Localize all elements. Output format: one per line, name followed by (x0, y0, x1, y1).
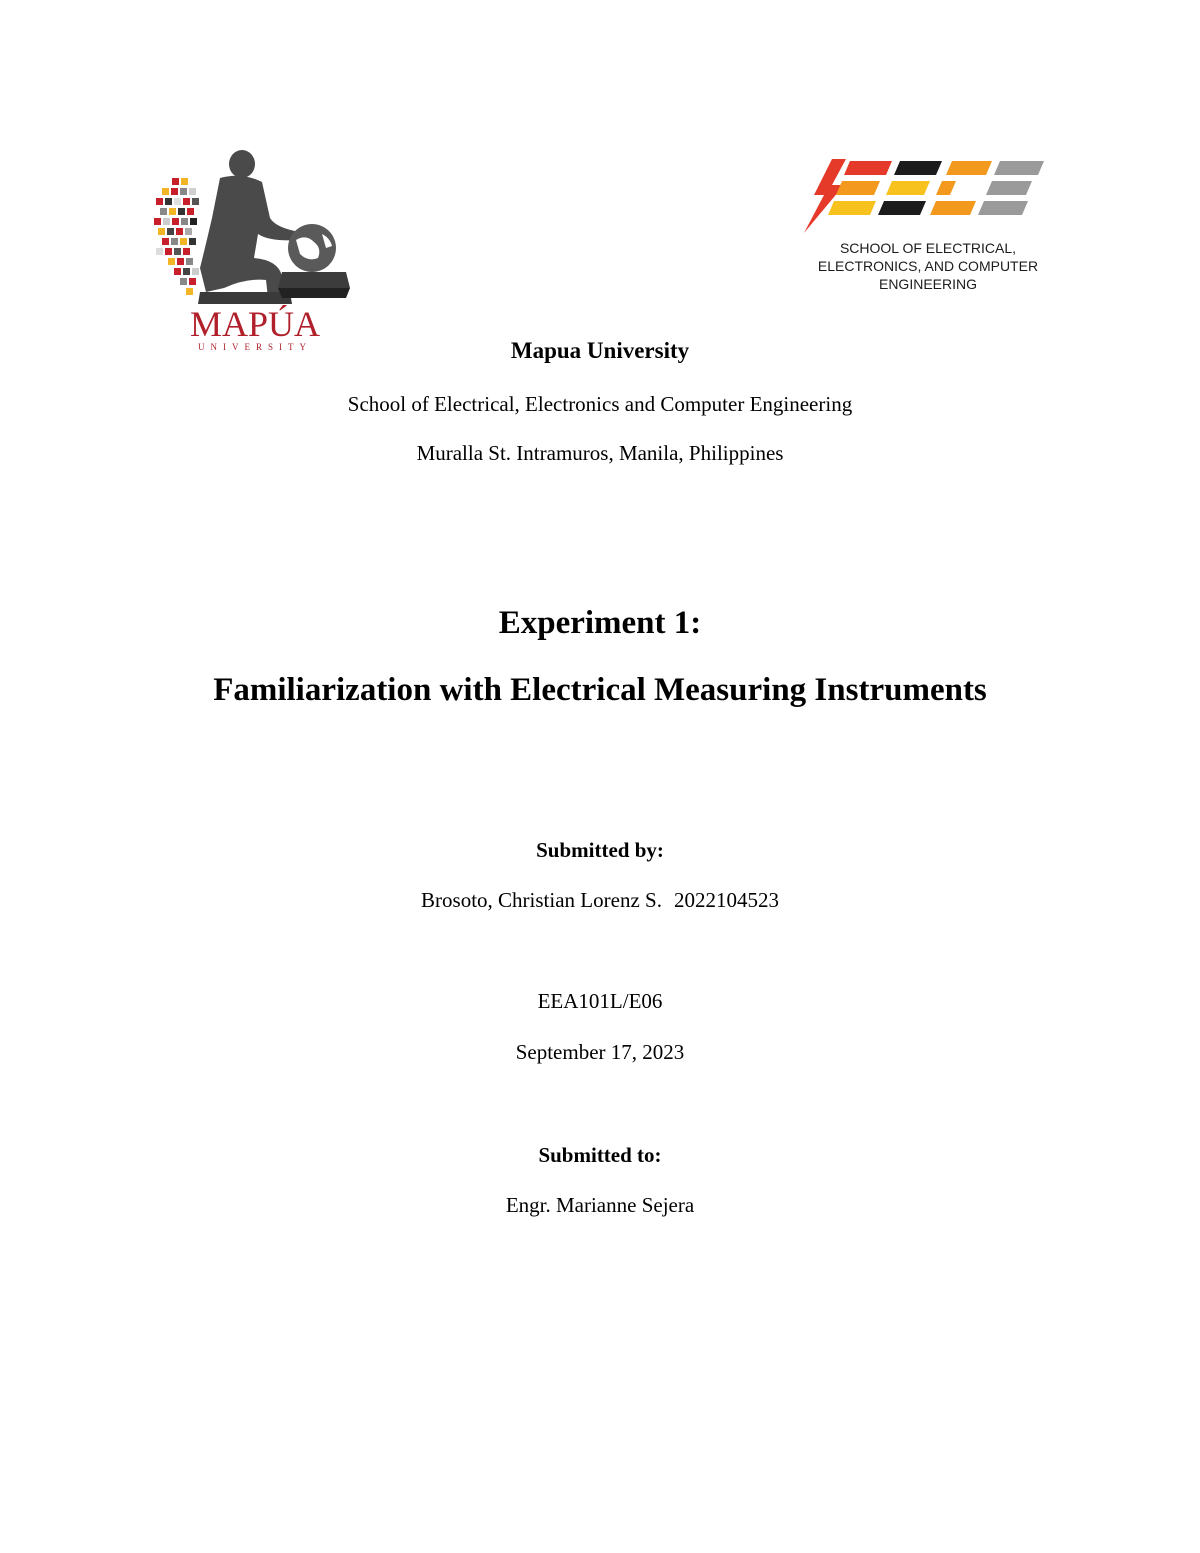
letters-graphic (828, 161, 1044, 215)
student-name: Brosoto, Christian Lorenz S. (421, 888, 662, 912)
mapua-university-logo (150, 148, 360, 353)
pixel-mosaic (154, 178, 199, 295)
course-code: EEA101L/E06 (537, 989, 663, 1013)
logo-wordmark: MAPÚA (189, 304, 321, 344)
globe-icon (288, 224, 336, 272)
university-name: Mapua University (510, 338, 690, 363)
lightning-bolt-icon (804, 159, 846, 233)
school-name: School of Electrical, Electronics and Computer Engineering (347, 392, 853, 416)
book-icon (278, 272, 350, 298)
submission-date: September 17, 2023 (515, 1040, 685, 1064)
experiment-title: Experiment 1: (498, 605, 702, 641)
logo-text-line-2: ELECTRONICS, AND COMPUTER (817, 258, 1039, 274)
logo-text-line-1: SCHOOL OF ELECTRICAL, (839, 240, 1017, 256)
school-address: Muralla St. Intramuros, Manila, Philippines (416, 441, 784, 465)
submitted-by-label: Submitted by: (536, 838, 664, 862)
student-line (0, 888, 1200, 913)
experiment-subtitle: Familiarization with Electrical Measuring Instruments (213, 672, 987, 708)
logo-subword: UNIVERSITY (198, 342, 312, 352)
submitted-to-label: Submitted to: (538, 1143, 662, 1167)
instructor-name: Engr. Marianne Sejera (505, 1193, 695, 1217)
student-id: 2022104523 (673, 888, 779, 912)
seece-logo (800, 155, 1050, 295)
logo-text-line-3: ENGINEERING (878, 276, 978, 292)
